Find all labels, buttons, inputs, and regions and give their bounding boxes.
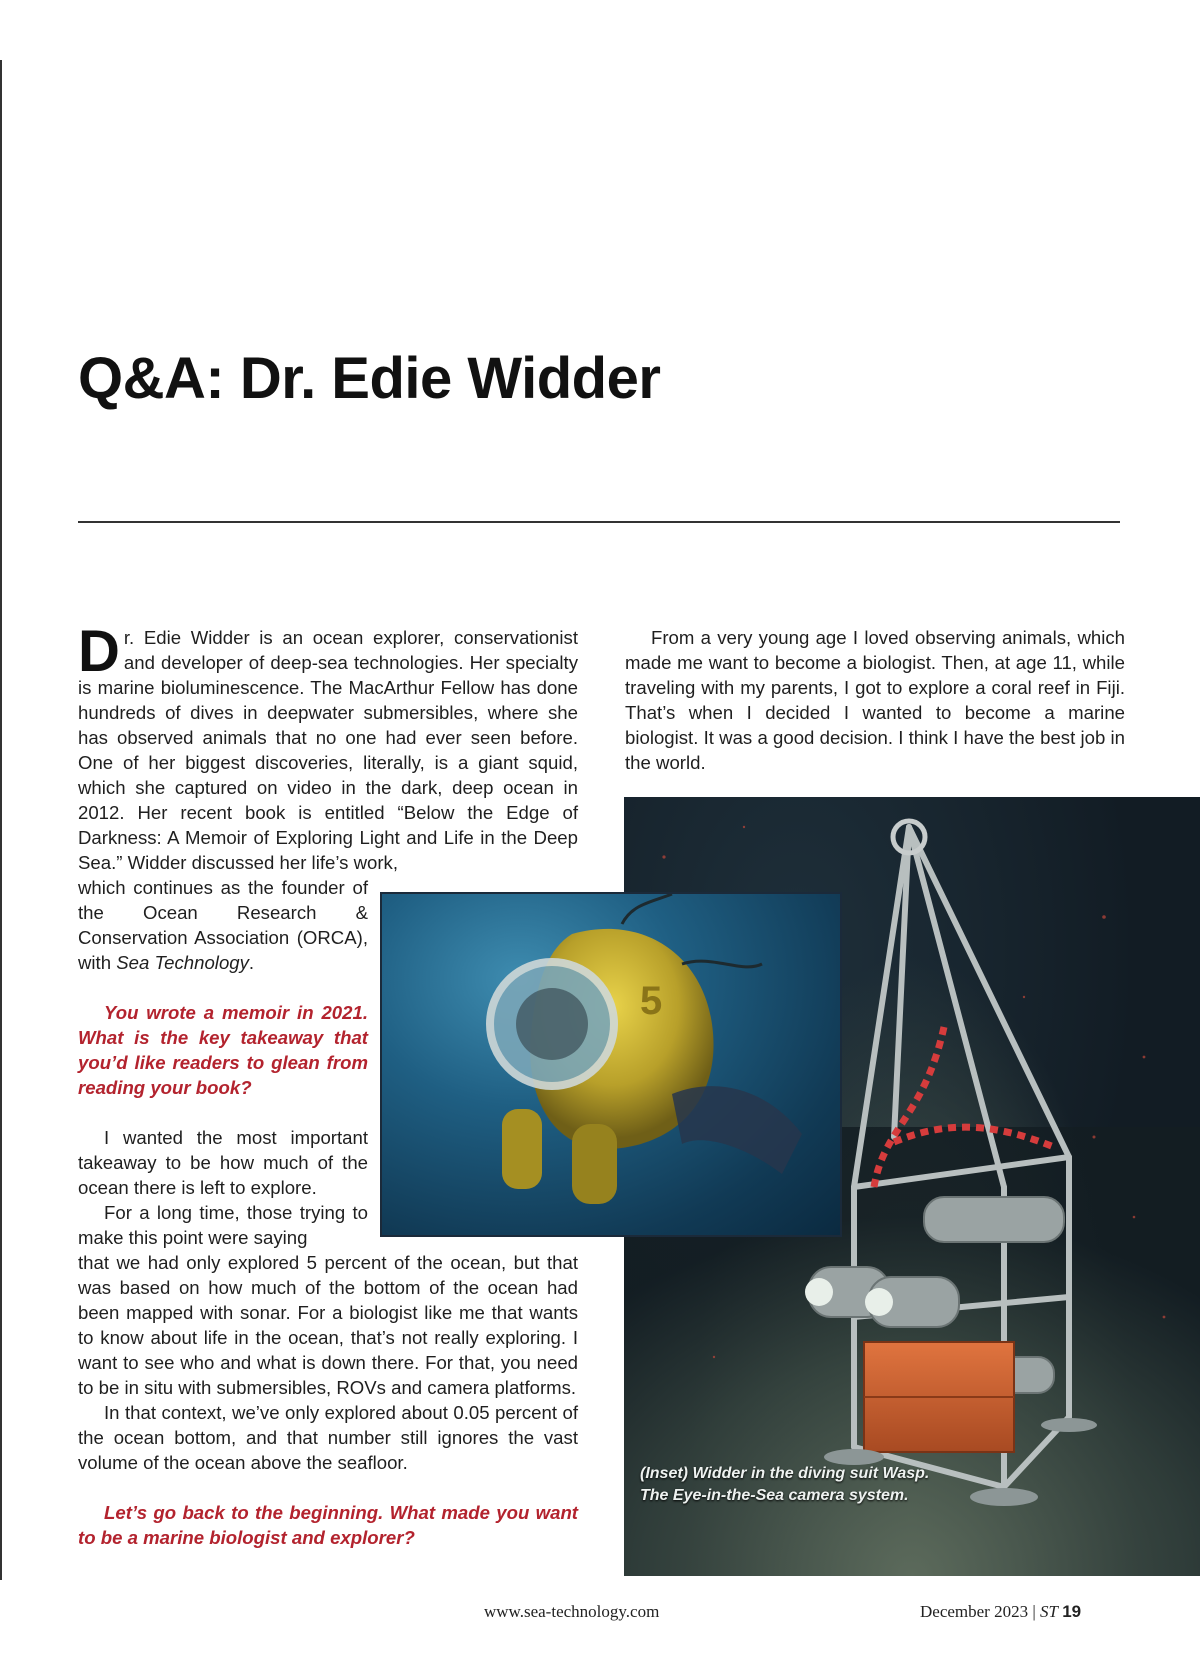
answer-1-paragraph-1: I wanted the most important takeaway to be how much of the ocean there is left to explore. [78,1127,368,1198]
footer-separator: | [1032,1602,1036,1621]
intro-text-narrow: which continues as the founder of the Ocean Research & Conservation Association (ORCA), with [78,877,368,973]
diving-suit-inset-photo [380,892,842,1237]
intro-paragraph [78,619,578,875]
question-1: You wrote a memoir in 2021. What is the key takeaway that you’d like readers to glean from reading your book? [78,1002,368,1098]
page-number: 19 [1062,1602,1082,1621]
title-divider [78,521,1120,523]
intro-period: . [248,952,255,973]
footer-info [920,1602,1081,1622]
suit-number-5: 5 [640,979,663,1023]
diving-suit-illustration [382,894,840,1235]
answer-1-paragraph-2-continued: that we had only explored 5 percent of the ocean, but that was based on how much of the bottom of the ocean had been mapped with sonar. For a biologist like me that wants to know about life in the ocean, that’s not really exploring. I want to see who and what is down there. For that, you need to be in situ with submersibles, ROVs and camera platforms. [78,1252,578,1398]
answer-1-paragraph-2-start: For a long time, those trying to make this point were saying [78,1202,368,1248]
answer-1-paragraph-3: In that context, we’ve only explored about 0.05 percent of the ocean bottom, and that number still ignores the vast volume of the ocean above the seafloor. [78,1402,578,1473]
drop-cap: D [78,619,120,684]
question-2: Let’s go back to the beginning. What made you want to be a marine biologist and explorer? [78,1502,578,1548]
answer-2: From a very young age I loved observing animals, which made me want to become a biologist. Then, at age 11, while traveling with my parents, I got to explore a coral reef in Fiji. That’s when I decided I wanted to become a marine biologist. It was a good decision. I think I have the best job in the world. [625,627,1125,773]
page-edge-rule [0,60,2,1580]
caption-line-2: The Eye-in-the-Sea camera system. [640,1487,909,1504]
intro-text: r. Edie Widder is an ocean explorer, conservationist and developer of deep-sea technologies. Her specialty is marine bioluminescence. The MacArthur Fellow has done hundreds of dives in deepwater submersibles, where she has observed animals that no one had ever seen before. One of her biggest discoveries, literally, is a giant squid, which she captured on video in the dark, deep ocean in 2012. Her recent book is entitled “Below the Edge of Darkness: A Memoir of Exploring Light and Life in the Deep Sea.” Widder discussed her life’s work, [78,627,578,873]
right-column [625,625,1125,775]
footer-url[interactable]: www.sea-technology.com [484,1602,660,1621]
caption-line-1: (Inset) Widder in the diving suit Wasp. [640,1465,930,1482]
footer-magazine: ST [1040,1602,1058,1621]
article-title: Q&A: Dr. Edie Widder [78,346,661,411]
intro-paragraph-continued [78,875,368,975]
publication-name: Sea Technology [116,952,249,973]
photo-caption [640,1463,1060,1507]
footer-date: December 2023 [920,1602,1029,1621]
